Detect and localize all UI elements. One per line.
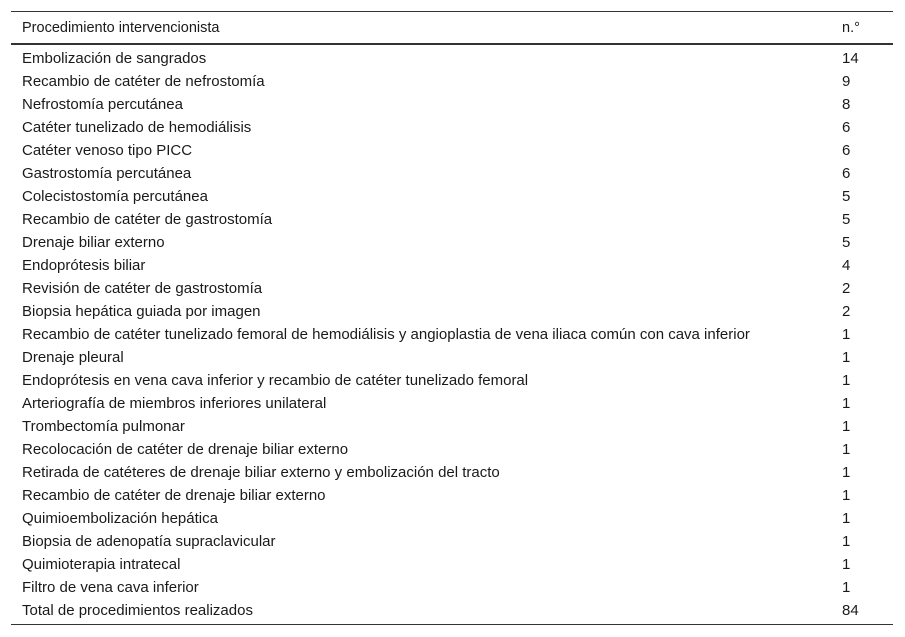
procedure-cell: Revisión de catéter de gastrostomía xyxy=(22,280,263,297)
table-row xyxy=(11,484,893,507)
count-cell: 1 xyxy=(842,349,851,366)
header-row xyxy=(11,12,893,45)
table-row xyxy=(11,231,893,254)
count-cell: 1 xyxy=(842,579,851,596)
table-row xyxy=(11,530,893,553)
table-row xyxy=(11,553,893,576)
table-body xyxy=(11,44,893,625)
count-cell: 8 xyxy=(842,96,851,113)
procedure-cell: Retirada de catéteres de drenaje biliar externo y embolización del tracto xyxy=(22,464,500,481)
procedure-cell: Catéter tunelizado de hemodiálisis xyxy=(22,119,252,136)
count-cell: 6 xyxy=(842,119,851,136)
procedure-cell: Drenaje biliar externo xyxy=(22,234,165,251)
count-cell: 2 xyxy=(842,280,851,297)
procedure-cell: Colecistostomía percutánea xyxy=(22,188,208,205)
total-count: 84 xyxy=(842,602,859,619)
total-row xyxy=(11,599,893,625)
table-row xyxy=(11,277,893,300)
procedure-cell: Trombectomía pulmonar xyxy=(22,418,185,435)
table-row xyxy=(11,70,893,93)
table-row xyxy=(11,392,893,415)
count-cell: 1 xyxy=(842,487,851,504)
count-cell: 5 xyxy=(842,188,851,205)
count-cell: 1 xyxy=(842,556,851,573)
header-count: n.° xyxy=(842,19,860,36)
table-row xyxy=(11,185,893,208)
procedures-table xyxy=(11,11,893,625)
procedure-cell: Embolización de sangrados xyxy=(22,50,207,67)
table-row xyxy=(11,93,893,116)
table-row xyxy=(11,254,893,277)
table-row xyxy=(11,300,893,323)
count-cell: 1 xyxy=(842,533,851,550)
table-row xyxy=(11,208,893,231)
procedure-cell: Recambio de catéter de nefrostomía xyxy=(22,73,265,90)
procedure-cell: Catéter venoso tipo PICC xyxy=(22,142,193,159)
procedure-cell: Biopsia de adenopatía supraclavicular xyxy=(22,533,276,550)
procedure-cell: Arteriografía de miembros inferiores unilateral xyxy=(22,395,327,412)
count-cell: 2 xyxy=(842,303,851,320)
count-cell: 1 xyxy=(842,441,851,458)
count-cell: 5 xyxy=(842,234,851,251)
table-row xyxy=(11,116,893,139)
table-row xyxy=(11,346,893,369)
table-row xyxy=(11,507,893,530)
procedure-cell: Biopsia hepática guiada por imagen xyxy=(22,303,261,320)
count-cell: 1 xyxy=(842,418,851,435)
procedure-cell: Filtro de vena cava inferior xyxy=(22,579,199,596)
count-cell: 5 xyxy=(842,211,851,228)
procedure-cell: Drenaje pleural xyxy=(22,349,124,366)
procedure-cell: Nefrostomía percutánea xyxy=(22,96,183,113)
table-row xyxy=(11,162,893,185)
procedures-table-container xyxy=(11,11,893,625)
table-row xyxy=(11,438,893,461)
procedure-cell: Quimioterapia intratecal xyxy=(22,556,181,573)
count-cell: 1 xyxy=(842,395,851,412)
procedure-cell: Recambio de catéter de gastrostomía xyxy=(22,211,273,228)
count-cell: 1 xyxy=(842,326,851,343)
count-cell: 9 xyxy=(842,73,851,90)
table-row xyxy=(11,139,893,162)
count-cell: 14 xyxy=(842,50,859,67)
procedure-cell: Recambio de catéter de drenaje biliar externo xyxy=(22,487,326,504)
table-row xyxy=(11,323,893,346)
count-cell: 1 xyxy=(842,464,851,481)
procedure-cell: Quimioembolización hepática xyxy=(22,510,218,527)
count-cell: 4 xyxy=(842,257,851,274)
count-cell: 1 xyxy=(842,510,851,527)
procedure-cell: Endoprótesis en vena cava inferior y recambio de catéter tunelizado femoral xyxy=(22,372,529,389)
table-header xyxy=(11,12,893,45)
total-label: Total de procedimientos realizados xyxy=(22,602,253,619)
procedure-cell: Recolocación de catéter de drenaje biliar externo xyxy=(22,441,349,458)
table-row xyxy=(11,415,893,438)
procedure-cell: Recambio de catéter tunelizado femoral de hemodiálisis y angioplastia de vena iliaca común con cava inferior xyxy=(22,326,750,343)
table-row xyxy=(11,44,893,70)
count-cell: 6 xyxy=(842,165,851,182)
count-cell: 6 xyxy=(842,142,851,159)
procedure-cell: Gastrostomía percutánea xyxy=(22,165,192,182)
table-row xyxy=(11,369,893,392)
procedure-cell: Endoprótesis biliar xyxy=(22,257,146,274)
header-procedure: Procedimiento intervencionista xyxy=(22,19,220,36)
table-row xyxy=(11,461,893,484)
count-cell: 1 xyxy=(842,372,851,389)
table-row xyxy=(11,576,893,599)
